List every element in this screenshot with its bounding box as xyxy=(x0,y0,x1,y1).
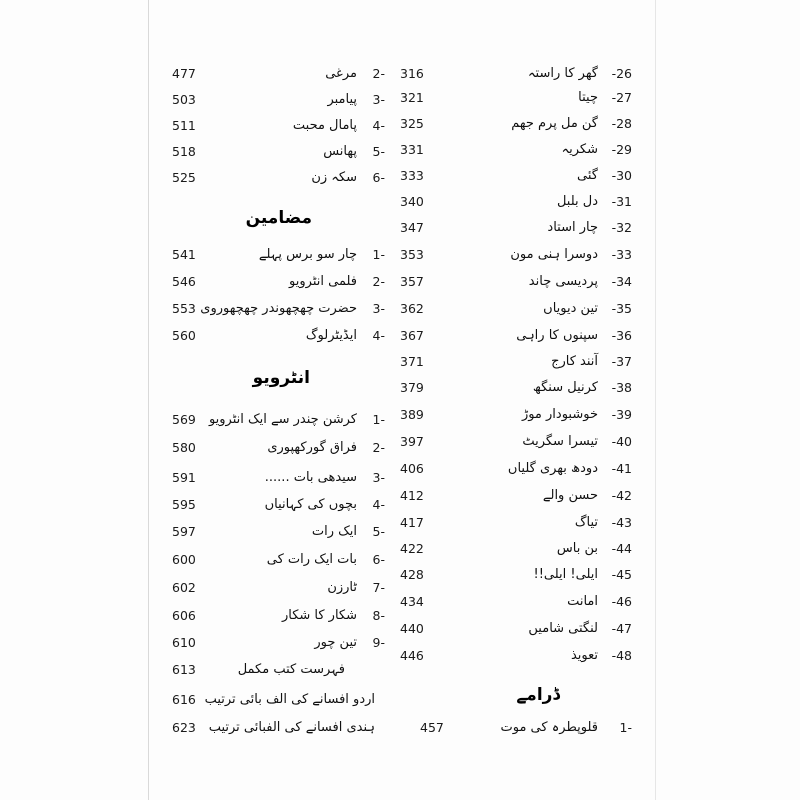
entry-index: -43 xyxy=(611,515,632,530)
page-number: 595 xyxy=(172,497,196,512)
entry-index: 4- xyxy=(372,328,385,343)
toc-entry xyxy=(160,631,385,655)
page-number: 610 xyxy=(172,635,196,650)
entry-title: دوسرا ہنی مون xyxy=(510,247,598,262)
toc-entry xyxy=(160,88,385,112)
toc-entry xyxy=(400,716,632,740)
page-number: 477 xyxy=(172,66,196,81)
toc-entry xyxy=(400,537,632,561)
entry-index: 5- xyxy=(372,524,385,539)
section-heading-interview: انٹرویو xyxy=(252,368,310,388)
entry-title: بن باس xyxy=(556,541,598,556)
entry-title: گئی xyxy=(577,168,598,183)
entry-index: -26 xyxy=(611,66,632,81)
entry-title: قلوپطرہ کی موت xyxy=(500,720,598,735)
page-number: 457 xyxy=(420,720,444,735)
entry-index: -48 xyxy=(611,648,632,663)
page-number: 331 xyxy=(400,142,424,157)
entry-title: فلمی انٹرویو xyxy=(289,274,357,289)
entry-index: -36 xyxy=(611,328,632,343)
entry-title: آنند کارج xyxy=(551,354,598,369)
entry-index: 7- xyxy=(372,580,385,595)
toc-entry xyxy=(400,138,632,162)
entry-index: -34 xyxy=(611,274,632,289)
toc-entry xyxy=(160,658,385,682)
toc-entry xyxy=(400,216,632,240)
toc-entry xyxy=(400,484,632,508)
page-number: 428 xyxy=(400,567,424,582)
toc-entry xyxy=(400,243,632,267)
toc-entry xyxy=(400,297,632,321)
toc-entry xyxy=(400,324,632,348)
page-number: 371 xyxy=(400,354,424,369)
entry-title: لنگتی شامیں xyxy=(528,621,598,636)
page-number: 569 xyxy=(172,412,196,427)
page-number: 379 xyxy=(400,380,424,395)
toc-entry xyxy=(160,466,385,490)
page-number: 389 xyxy=(400,407,424,422)
entry-title: حسن والے xyxy=(542,488,598,503)
entry-title: دل بلبل xyxy=(556,194,598,209)
entry-title: ٹارزن xyxy=(327,580,357,595)
page-number: 591 xyxy=(172,470,196,485)
entry-title: پھانس xyxy=(323,144,357,159)
toc-entry xyxy=(160,324,385,348)
page-number: 367 xyxy=(400,328,424,343)
toc-entry xyxy=(400,563,632,587)
entry-title: اردو افسانے کی الف بائی ترتیب xyxy=(204,692,375,707)
entry-title: سپنوں کا راہی xyxy=(516,328,598,343)
entry-title: کرنیل سنگھ xyxy=(532,380,598,395)
entry-title: حضرت چھچھوندر چھچھوروی xyxy=(200,301,357,316)
entry-title: بچوں کی کہانیاں xyxy=(264,497,357,512)
toc-entry xyxy=(160,243,385,267)
entry-title: شکار کا شکار xyxy=(281,608,357,623)
entry-title: تین دیویاں xyxy=(543,301,598,316)
page-edge-left xyxy=(148,0,149,800)
toc-entry xyxy=(160,408,385,432)
toc-entry xyxy=(160,576,385,600)
entry-index: -35 xyxy=(611,301,632,316)
toc-entry xyxy=(400,164,632,188)
entry-title: دودھ بھری گلیاں xyxy=(507,461,598,476)
page-number: 602 xyxy=(172,580,196,595)
entry-index: -41 xyxy=(611,461,632,476)
toc-entry xyxy=(400,617,632,641)
entry-index: 4- xyxy=(372,497,385,512)
entry-index: -32 xyxy=(611,220,632,235)
entry-index: 6- xyxy=(372,170,385,185)
toc-entry xyxy=(400,376,632,400)
entry-index: -44 xyxy=(611,541,632,556)
page-number: 321 xyxy=(400,90,424,105)
page-number: 525 xyxy=(172,170,196,185)
toc-entry xyxy=(160,520,385,544)
page-number: 340 xyxy=(400,194,424,209)
toc-entry xyxy=(400,112,632,136)
entry-title: فہرست کتب مکمل xyxy=(237,662,345,677)
toc-entry xyxy=(160,140,385,164)
page-number: 541 xyxy=(172,247,196,262)
entry-title: گھر کا راستہ xyxy=(527,66,598,81)
entry-title: تیسرا سگریٹ xyxy=(522,434,598,449)
page-number: 434 xyxy=(400,594,424,609)
entry-title: مرغی xyxy=(325,66,357,81)
section-heading-drama: ڈرامے xyxy=(516,685,560,705)
toc-entry xyxy=(160,436,385,460)
entry-index: 4- xyxy=(372,118,385,133)
entry-title: چار سو برس پہلے xyxy=(258,247,357,262)
entry-title: شکریہ xyxy=(561,142,598,157)
entry-index: -45 xyxy=(611,567,632,582)
entry-title: کرشن چندر سے ایک انٹرویو xyxy=(208,412,357,427)
entry-index: -39 xyxy=(611,407,632,422)
page-number: 440 xyxy=(400,621,424,636)
entry-index: 2- xyxy=(372,440,385,455)
page-number: 597 xyxy=(172,524,196,539)
entry-index: -27 xyxy=(611,90,632,105)
entry-index: -29 xyxy=(611,142,632,157)
page-number: 406 xyxy=(400,461,424,476)
entry-index: -37 xyxy=(611,354,632,369)
toc-entry xyxy=(160,493,385,517)
page-number: 357 xyxy=(400,274,424,289)
toc-entry xyxy=(400,644,632,668)
entry-index: -47 xyxy=(611,621,632,636)
toc-entry xyxy=(400,62,632,86)
entry-title: ایلی! ایلی!! xyxy=(533,567,598,582)
page-number: 422 xyxy=(400,541,424,556)
page-number: 553 xyxy=(172,301,196,316)
entry-index: -40 xyxy=(611,434,632,449)
entry-title: پیامبر xyxy=(327,92,357,107)
page-number: 347 xyxy=(400,220,424,235)
entry-title: سکہ زن xyxy=(311,170,357,185)
entry-index: 3- xyxy=(372,92,385,107)
entry-index: -46 xyxy=(611,594,632,609)
toc-entry xyxy=(160,297,385,321)
entry-index: 2- xyxy=(372,66,385,81)
page-number: 353 xyxy=(400,247,424,262)
toc-entry xyxy=(160,688,385,712)
toc-entry xyxy=(160,62,385,86)
toc-entry xyxy=(160,166,385,190)
entry-index: 3- xyxy=(372,470,385,485)
entry-title: تین چور xyxy=(314,635,357,650)
entry-index: -30 xyxy=(611,168,632,183)
toc-entry xyxy=(400,511,632,535)
toc-entry xyxy=(400,457,632,481)
entry-index: -31 xyxy=(611,194,632,209)
section-heading-mazameen: مضامین xyxy=(245,208,312,228)
toc-entry xyxy=(160,548,385,572)
entry-index: 6- xyxy=(372,552,385,567)
page-number: 613 xyxy=(172,662,196,677)
toc-entry xyxy=(400,403,632,427)
entry-index: 8- xyxy=(372,608,385,623)
entry-title: پردیسی چاند xyxy=(528,274,598,289)
toc-entry xyxy=(400,590,632,614)
entry-index: -33 xyxy=(611,247,632,262)
entry-title: خوشبودار موڑ xyxy=(521,407,598,422)
entry-title: چار استاد xyxy=(547,220,598,235)
entry-title: سیدھی بات ...... xyxy=(264,470,357,485)
toc-entry xyxy=(400,86,632,110)
page-number: 446 xyxy=(400,648,424,663)
entry-index: 9- xyxy=(372,635,385,650)
toc-entry xyxy=(400,430,632,454)
page-number: 503 xyxy=(172,92,196,107)
entry-title: تیاگ xyxy=(574,515,598,530)
entry-title: ہندی افسانے کی الفبائی ترتیب xyxy=(208,720,375,735)
toc-entry xyxy=(160,604,385,628)
entry-title: فراق گورکھپوری xyxy=(267,440,357,455)
page-number: 616 xyxy=(172,692,196,707)
entry-title: گن مل پرم جھم xyxy=(511,116,598,131)
toc-entry xyxy=(160,270,385,294)
page-number: 606 xyxy=(172,608,196,623)
entry-title: چیتا xyxy=(578,90,598,105)
entry-index: 1- xyxy=(619,720,632,735)
entry-index: 3- xyxy=(372,301,385,316)
entry-index: 5- xyxy=(372,144,385,159)
page-number: 580 xyxy=(172,440,196,455)
entry-title: امانت xyxy=(567,594,598,609)
page-number: 316 xyxy=(400,66,424,81)
toc-entry xyxy=(400,190,632,214)
toc-entry xyxy=(400,350,632,374)
page-number: 412 xyxy=(400,488,424,503)
entry-index: -28 xyxy=(611,116,632,131)
page-number: 511 xyxy=(172,118,196,133)
entry-title: ایڈیٹرلوگ xyxy=(305,328,357,343)
page-edge-right xyxy=(655,0,656,800)
toc-entry xyxy=(160,114,385,138)
page-number: 397 xyxy=(400,434,424,449)
page-number: 325 xyxy=(400,116,424,131)
entry-index: 2- xyxy=(372,274,385,289)
page-number: 600 xyxy=(172,552,196,567)
page-number: 623 xyxy=(172,720,196,735)
page-number: 417 xyxy=(400,515,424,530)
entry-index: 1- xyxy=(372,412,385,427)
entry-index: 1- xyxy=(372,247,385,262)
page-number: 333 xyxy=(400,168,424,183)
toc-entry xyxy=(160,716,385,740)
entry-index: -42 xyxy=(611,488,632,503)
entry-title: بات ایک رات کی xyxy=(266,552,357,567)
page-number: 362 xyxy=(400,301,424,316)
entry-title: تعویذ xyxy=(570,648,598,663)
entry-title: پامال محبت xyxy=(292,118,357,133)
page-number: 518 xyxy=(172,144,196,159)
page-number: 560 xyxy=(172,328,196,343)
toc-entry xyxy=(400,270,632,294)
entry-title: ایک رات xyxy=(311,524,357,539)
entry-index: -38 xyxy=(611,380,632,395)
page-number: 546 xyxy=(172,274,196,289)
